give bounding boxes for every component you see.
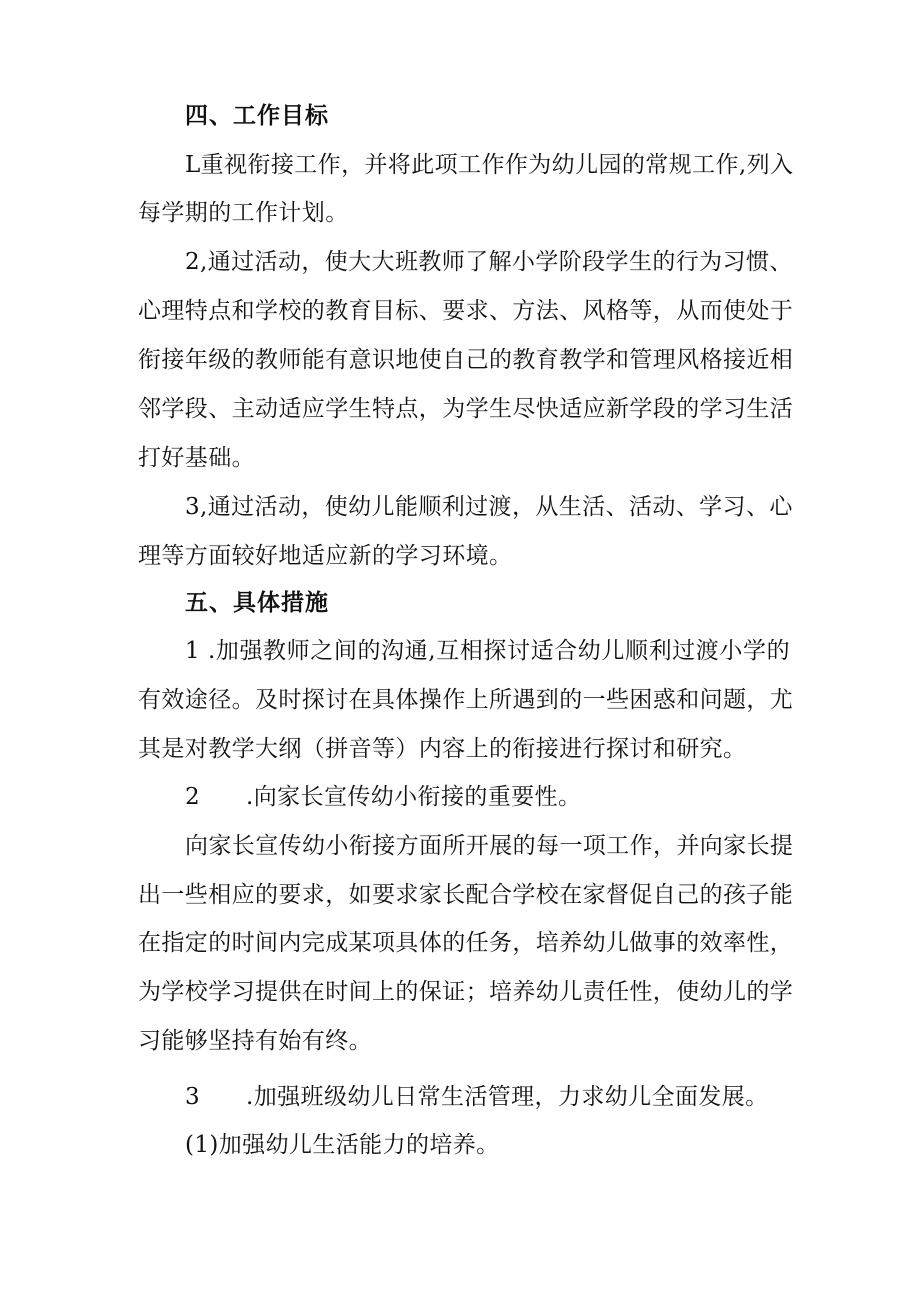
paragraph-line: 习能够坚持有始有终。 [138,1028,372,1054]
paragraph-line: 每学期的工作计划。 [138,200,349,226]
paragraph-line: 打好基础。 [138,445,255,471]
section-heading-work-goals: 四、工作目标 [185,103,329,129]
paragraph-line: 其是对教学大纲（拼音等）内容上的衔接进行探讨和研究。 [138,736,747,762]
paragraph-line: 有效途径。及时探讨在具体操作上所遇到的一些困惑和问题，尤 [138,687,794,713]
paragraph-line: 衔接年级的教师能有意识地使自己的教育教学和管理风格接近相 [138,347,794,373]
item-number: 3 [185,1084,201,1110]
paragraph-line: 向家长宣传幼小衔接方面所开展的每一项工作，并向家长提 [185,833,794,859]
paragraph-line: L重视衔接工作，并将此项工作作为幼儿园的常规工作,列入 [185,152,794,178]
paragraph-line: 理等方面较好地适应新的学习环境。 [138,543,513,569]
paragraph-line: 邻学段、主动适应学生特点，为学生尽快适应新学段的学习生活 [138,396,794,422]
paragraph-line: 3,通过活动，使幼儿能顺利过渡，从生活、活动、学习、心 [185,494,793,520]
paragraph-line: 1 .加强教师之间的沟通,互相探讨适合幼儿顺利过渡小学的 [185,638,790,664]
item-number: 2 [185,784,201,810]
paragraph-line: 出一些相应的要求，如要求家长配合学校在家督促自己的孩子能 [138,882,794,908]
sub-item-1: (1)加强幼儿生活能力的培养。 [185,1132,500,1158]
paragraph-line: 2,通过活动，使大大班教师了解小学阶段学生的行为习惯、 [185,249,793,275]
paragraph-line: 心理特点和学校的教育目标、要求、方法、风格等，从而使处于 [138,298,794,324]
paragraph-line: 为学校学习提供在时间上的保证；培养幼儿责任性，使幼儿的学 [138,979,794,1005]
numbered-item-3 [185,1082,790,1112]
numbered-item-2 [185,782,790,812]
section-heading-measures: 五、具体措施 [185,590,329,616]
paragraph-line: 在指定的时间内完成某项具体的任务，培养幼儿做事的效率性， [138,930,794,956]
item-title: .加强班级幼儿日常生活管理，力求幼儿全面发展。 [246,1084,769,1110]
item-title: .向家长宣传幼小衔接的重要性。 [246,784,582,810]
